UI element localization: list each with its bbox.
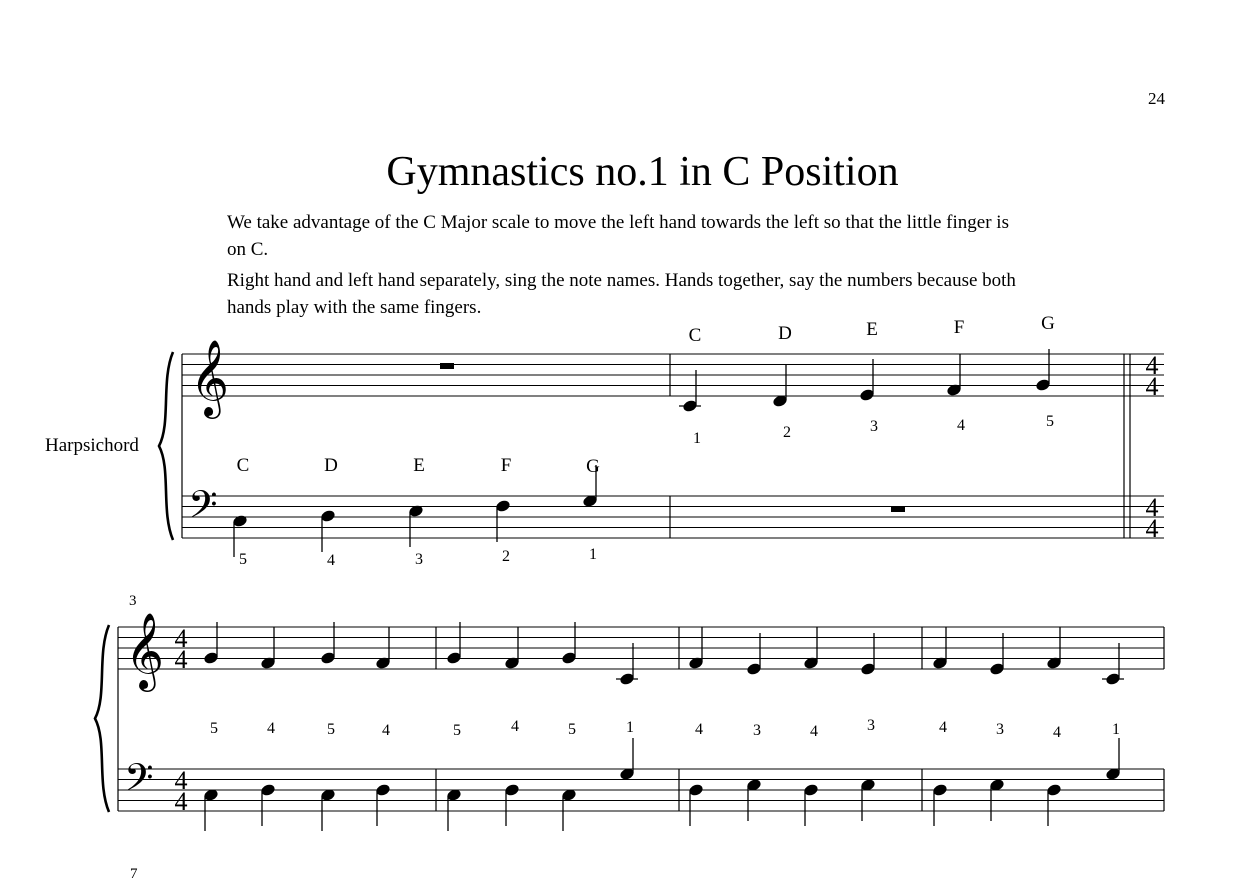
treble-note-name: G [1041,313,1055,334]
system2-bass-time-signature-top: 4 [174,766,188,795]
system2-finger-number: 3 [753,722,761,739]
system1-treble-clef-icon: 𝄞 [190,342,230,415]
system2-finger-number: 4 [810,723,818,740]
system2-treble-clef-icon: 𝄞 [125,615,165,688]
bass-note-name: G [586,456,600,477]
treble-finger-number: 3 [870,418,878,435]
bass-note-name: C [236,455,250,476]
treble-note-name: D [778,323,792,344]
bass-finger-number: 1 [589,546,597,563]
measure-number-7: 7 [130,866,138,882]
treble-note-name: F [953,317,965,338]
piece-title: Gymnastics no.1 in C Position [386,149,899,195]
instruction-paragraph-1: We take advantage of the C Major scale to move the left hand towards the left so that the little finger is on C. [227,212,1009,260]
bass-finger-number: 3 [415,551,423,568]
treble-whole-rest [440,363,454,369]
system2-finger-number: 5 [568,721,576,738]
system2-finger-number: 4 [939,719,947,736]
treble-note-name: E [866,319,878,340]
page-number: 24 [1148,89,1165,108]
treble-finger-number: 5 [1046,413,1054,430]
system2-finger-number: 5 [210,720,218,737]
system2-bass-clef-icon: 𝄢 [124,757,154,808]
treble-finger-number: 1 [693,430,701,447]
system1-bass-clef-icon: 𝄢 [188,484,218,535]
treble-note-name: C [688,325,702,346]
treble-finger-number: 2 [783,424,791,441]
bass-whole-rest [891,506,905,512]
system2-finger-number: 4 [267,720,275,737]
system1-treble-time-signature-top: 4 [1145,351,1159,380]
bass-note-name: D [324,455,338,476]
instruction-paragraph-2: Right hand and left hand separately, sing the note names. Hands together, say the numbers because both hands play with the same fingers. [227,270,1016,318]
bass-finger-number: 2 [502,548,510,565]
bass-finger-number: 5 [239,551,247,568]
measure-number-3: 3 [129,593,137,609]
bass-note-name: E [413,455,425,476]
bass-note-name: F [500,455,512,476]
system2-finger-number: 3 [867,717,875,734]
system2-brace [95,625,109,812]
system2-treble-time-signature-top: 4 [174,624,188,653]
system2-finger-number: 4 [511,718,519,735]
system2-bass-time-signature-bottom: 4 [174,787,188,816]
system1-bass-time-signature-top: 4 [1145,493,1159,522]
system2-finger-number: 4 [695,721,703,738]
system2-treble-time-signature-bottom: 4 [174,645,188,674]
system2-finger-number: 5 [327,721,335,738]
system2-finger-number: 4 [382,722,390,739]
system2-finger-number: 3 [996,721,1004,738]
system1-bass-time-signature-bottom: 4 [1145,514,1159,543]
system1-treble-time-signature-bottom: 4 [1145,372,1159,401]
system2-finger-number: 5 [453,722,461,739]
system1-brace [159,352,173,540]
instrument-label: Harpsichord [45,435,139,456]
system2-finger-number: 4 [1053,724,1061,741]
system2-finger-number: 1 [626,719,634,736]
bass-finger-number: 4 [327,552,335,569]
treble-finger-number: 4 [957,417,965,434]
system2-finger-number: 1 [1112,721,1120,738]
